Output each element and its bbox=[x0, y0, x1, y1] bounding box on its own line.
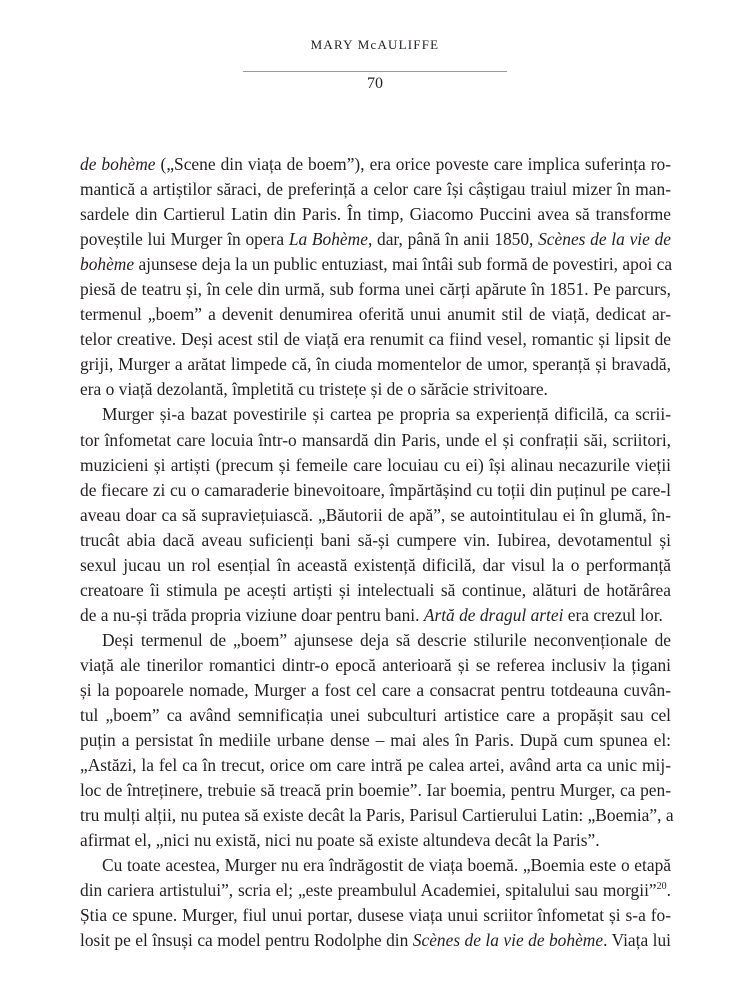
text-run: mantică a artiștilor săraci, de preferință a celor care își câștigau traiul mizer în man- bbox=[80, 179, 671, 200]
text-run: poveștile lui Murger în opera bbox=[80, 229, 289, 250]
paragraph bbox=[80, 853, 671, 953]
text-line bbox=[80, 803, 674, 828]
header-divider bbox=[243, 71, 507, 72]
text-run: . Viața lui bbox=[603, 930, 671, 951]
text-line bbox=[80, 903, 671, 928]
text-run: puțin a persistat în mediile urbane dense – mai ales în Paris. După cum spunea el: bbox=[80, 730, 671, 751]
text-line bbox=[80, 878, 671, 903]
text-line bbox=[80, 703, 671, 728]
text-line bbox=[80, 553, 671, 578]
text-run: griji, Murger a arătat limpede că, în ciuda momentelor de umor, speranță și bravadă, bbox=[80, 354, 671, 375]
text-line bbox=[80, 728, 671, 753]
text-line bbox=[80, 277, 671, 302]
text-run: creatoare îi stimula pe acești artiști și intelectuali să continue, alături de hotărârea bbox=[80, 579, 671, 600]
text-run: era o viață dezolantă, împletită cu tristețe și de o sărăcie strivitoare. bbox=[80, 379, 548, 400]
text-run: tor înfometat care locuia într-o mansardă din Paris, unde el și confrații săi, scriitori, bbox=[80, 429, 671, 450]
text-line bbox=[80, 753, 671, 778]
paragraph bbox=[80, 152, 671, 402]
text-run: sexul jucau un rol esențial în această existență dificilă, dar visul la o performanță bbox=[80, 554, 671, 575]
text-run: de fiecare zi cu o camaraderie binevoitoare, împărtășind cu toții din puținul pe care-l bbox=[80, 479, 671, 500]
text-line bbox=[80, 402, 671, 427]
text-run: „Astăzi, la fel ca în trecut, orice om care intră pe calea artei, având arta ca unic mij- bbox=[80, 755, 671, 776]
page-number: 70 bbox=[367, 75, 383, 92]
text-line bbox=[80, 302, 671, 327]
text-line bbox=[80, 603, 671, 628]
italic-title: Scènes de la vie de bbox=[538, 229, 671, 250]
text-line bbox=[80, 928, 671, 953]
text-line bbox=[80, 503, 671, 528]
italic-title: Artă de dragul artei bbox=[423, 604, 564, 625]
text-run: piesă de teatru și, în cele din urmă, sub forma unei cărți apărute în 1851. Pe parcurs, bbox=[80, 279, 671, 300]
text-line bbox=[80, 428, 671, 453]
text-line bbox=[80, 453, 671, 478]
text-run: Cu toate acestea, Murger nu era îndrăgostit de viața boemă. „Boemia este o etapă bbox=[102, 855, 671, 876]
text-line bbox=[80, 377, 671, 402]
text-line bbox=[80, 678, 671, 703]
text-line bbox=[80, 653, 671, 678]
text-run: telor creative. Deși acest stil de viață era renumit ca fiind vesel, romantic și lipsit de bbox=[80, 329, 671, 350]
italic-title: La Bohème bbox=[288, 229, 368, 250]
text-line bbox=[80, 853, 671, 878]
text-line bbox=[80, 327, 671, 352]
paragraph bbox=[80, 628, 674, 853]
text-run: era crezul lor. bbox=[563, 604, 663, 625]
text-run: Deși termenul de „boem” ajunsese deja să descrie stilurile neconvenționale de bbox=[102, 629, 671, 650]
text-run: termenul „boem” a devenit denumirea oferită unui anumit stil de viață, dedicat ar- bbox=[80, 304, 671, 325]
text-line bbox=[80, 352, 671, 377]
text-run: loc de întreținere, trebuie să treacă prin boemie”. Iar boemia, pentru Murger, ca pen- bbox=[80, 780, 671, 801]
paragraph bbox=[80, 402, 671, 627]
text-run: , dar, până în anii 1850, bbox=[367, 229, 539, 250]
text-run: tru mulți alții, nu putea să existe decât la Paris, Parisul Cartierului Latin: „Boemia”, a bbox=[80, 805, 674, 826]
text-run: trucât abia dacă aveau suficienți bani să-și cumpere vin. Iubirea, devotamentul și bbox=[80, 529, 671, 550]
text-line bbox=[80, 177, 671, 202]
text-line bbox=[80, 578, 671, 603]
text-line bbox=[80, 528, 671, 553]
text-run: de a nu-și trăda propria viziune doar pentru bani. bbox=[80, 604, 424, 625]
text-line bbox=[80, 252, 671, 277]
text-line bbox=[80, 828, 671, 853]
italic-title: Scènes de la vie de bohème bbox=[412, 930, 604, 951]
text-run: din cariera artistului”, scria el; „este preambulul Academiei, spitalului sau morgii” bbox=[80, 880, 657, 901]
text-run: viață ale tinerilor romantici dintr-o epocă anterioară și se referea inclusiv la țigani bbox=[80, 654, 671, 675]
text-run: Murger și-a bazat povestirile și cartea pe propria sa experiență dificilă, ca scrii- bbox=[102, 404, 671, 425]
text-run: tul „boem” ca având semnificația unei subculturi artistice care a propășit sau cel bbox=[80, 705, 671, 726]
running-head-author: MARY McAULIFFE bbox=[310, 37, 440, 52]
text-run: muzicieni și artiști (precum și femeile care locuiau cu ei) își alinau necazurile vieții bbox=[80, 454, 671, 475]
text-line bbox=[80, 202, 671, 227]
text-run: Știa ce spune. Murger, fiul unui portar, dusese viața unui scriitor înfometat și s-a fo- bbox=[80, 905, 671, 926]
text-line bbox=[80, 778, 671, 803]
text-line bbox=[80, 628, 671, 653]
text-line bbox=[80, 227, 671, 252]
text-run: sardele din Cartierul Latin din Paris. În timp, Giacomo Puccini avea să transforme bbox=[80, 204, 671, 225]
text-line bbox=[80, 152, 671, 177]
footnote-ref: 20 bbox=[656, 881, 667, 893]
text-run: aveau doar ca să supraviețuiască. „Băutorii de apă”, se autointitulau ei în glumă, în- bbox=[80, 504, 671, 525]
text-run: afirmat el, „nici nu există, nici nu poate să existe altundeva decât la Paris”. bbox=[80, 830, 600, 851]
text-run: („Scene din viața de boem”), era orice poveste care implica suferința ro- bbox=[155, 154, 671, 174]
text-run: ajunsese deja la un public entuziast, mai întâi sub formă de povestiri, apoi ca bbox=[134, 254, 673, 275]
text-run: losit pe el însuși ca model pentru Rodolphe din bbox=[80, 930, 413, 951]
text-line bbox=[80, 478, 671, 503]
text-run: și la popoarele nomade, Murger a fost cel care a consacrat pentru totdeauna cuvân- bbox=[80, 679, 671, 700]
italic-title: de bohème bbox=[80, 154, 156, 174]
text-run: . bbox=[666, 880, 671, 901]
body-text bbox=[80, 152, 674, 954]
italic-title: bohème bbox=[80, 254, 135, 275]
